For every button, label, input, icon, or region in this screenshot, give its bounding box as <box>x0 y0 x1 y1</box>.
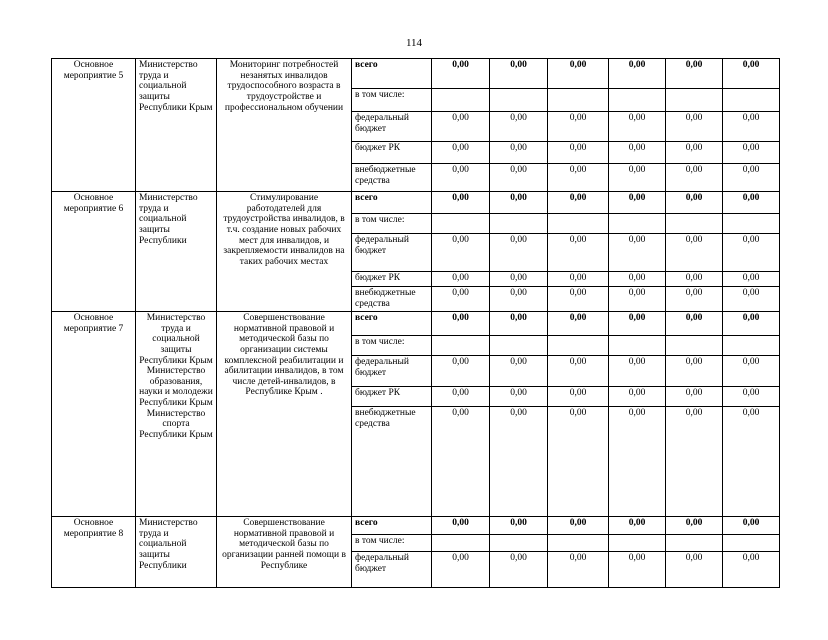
amount-cell: 0,00 <box>609 164 666 192</box>
amount-cell: 0,00 <box>432 387 490 407</box>
amount-cell: 0,00 <box>723 387 780 407</box>
event-description: Совершенствование нормативной правовой и методической базы по организации системы комплексной реабилитации и абилитации инвалидов, в том числе детей-инвалидов, в Республике Крым . <box>217 312 352 517</box>
event-description: Мониторинг потребностей незанятых инвалидов трудоспособного возраста в трудоустройстве и профессиональном обучении <box>217 59 352 192</box>
amount-cell: 0,00 <box>548 356 609 387</box>
amount-cell: 0,00 <box>666 59 723 89</box>
amount-cell: 0,00 <box>666 142 723 164</box>
amount-cell: 0,00 <box>432 552 490 588</box>
amount-cell: 0,00 <box>432 287 490 312</box>
amount-cell: 0,00 <box>609 234 666 272</box>
amount-cell <box>609 89 666 112</box>
event-title: Основное мероприятие 5 <box>52 59 136 192</box>
funding-source-label: всего <box>352 59 432 89</box>
funding-source-label: бюджет РК <box>352 387 432 407</box>
amount-cell <box>432 214 490 234</box>
amount-cell <box>666 214 723 234</box>
amount-cell <box>723 214 780 234</box>
amount-cell: 0,00 <box>723 517 780 535</box>
amount-cell: 0,00 <box>432 164 490 192</box>
page-number: 114 <box>405 37 423 49</box>
amount-cell: 0,00 <box>548 552 609 588</box>
funding-source-label: внебюджетные средства <box>352 407 432 517</box>
funding-source-label: бюджет РК <box>352 272 432 287</box>
amount-cell <box>548 89 609 112</box>
amount-cell: 0,00 <box>490 287 548 312</box>
amount-cell: 0,00 <box>490 192 548 214</box>
amount-cell: 0,00 <box>723 164 780 192</box>
amount-cell: 0,00 <box>723 407 780 517</box>
amount-cell <box>490 336 548 356</box>
amount-cell: 0,00 <box>548 164 609 192</box>
amount-cell: 0,00 <box>723 287 780 312</box>
amount-cell <box>666 535 723 552</box>
amount-cell: 0,00 <box>490 142 548 164</box>
amount-cell: 0,00 <box>548 387 609 407</box>
amount-cell <box>432 89 490 112</box>
amount-cell: 0,00 <box>609 287 666 312</box>
funding-source-label: всего <box>352 192 432 214</box>
amount-cell: 0,00 <box>432 192 490 214</box>
amount-cell <box>432 336 490 356</box>
amount-cell: 0,00 <box>548 407 609 517</box>
amount-cell: 0,00 <box>666 407 723 517</box>
amount-cell: 0,00 <box>432 407 490 517</box>
amount-cell: 0,00 <box>666 356 723 387</box>
amount-cell: 0,00 <box>666 517 723 535</box>
amount-cell: 0,00 <box>609 272 666 287</box>
funding-source-label: внебюджетные средства <box>352 287 432 312</box>
amount-cell <box>609 535 666 552</box>
amount-cell: 0,00 <box>723 356 780 387</box>
amount-cell: 0,00 <box>723 112 780 142</box>
funding-source-label: бюджет РК <box>352 142 432 164</box>
amount-cell: 0,00 <box>666 112 723 142</box>
amount-cell: 0,00 <box>666 287 723 312</box>
amount-cell: 0,00 <box>609 407 666 517</box>
event-ministry: Министерство труда и социальной защиты Республики Крым <box>136 59 217 192</box>
funding-source-label: федеральный бюджет <box>352 234 432 272</box>
amount-cell: 0,00 <box>490 387 548 407</box>
amount-cell: 0,00 <box>666 234 723 272</box>
amount-cell: 0,00 <box>432 112 490 142</box>
amount-cell: 0,00 <box>432 234 490 272</box>
amount-cell: 0,00 <box>432 142 490 164</box>
amount-cell <box>548 214 609 234</box>
table-row <box>52 192 780 214</box>
event-title: Основное мероприятие 8 <box>52 517 136 588</box>
event-ministry: Министерство труда и социальной защиты Республики <box>136 517 217 588</box>
amount-cell: 0,00 <box>666 192 723 214</box>
event-ministry: Министерство труда и социальной защиты Республики Крым Министерство образования, науки и молодежи Республики Крым Министерство спорта Республики Крым <box>136 312 217 517</box>
budget-table <box>51 58 780 588</box>
amount-cell: 0,00 <box>432 272 490 287</box>
funding-source-label: в том числе: <box>352 89 432 112</box>
amount-cell: 0,00 <box>490 59 548 89</box>
amount-cell: 0,00 <box>723 552 780 588</box>
event-title: Основное мероприятие 7 <box>52 312 136 517</box>
amount-cell: 0,00 <box>609 59 666 89</box>
amount-cell <box>609 214 666 234</box>
amount-cell: 0,00 <box>490 552 548 588</box>
amount-cell: 0,00 <box>548 59 609 89</box>
table-row <box>52 59 780 89</box>
amount-cell: 0,00 <box>548 142 609 164</box>
amount-cell: 0,00 <box>490 407 548 517</box>
amount-cell: 0,00 <box>609 552 666 588</box>
amount-cell <box>723 535 780 552</box>
amount-cell <box>723 336 780 356</box>
amount-cell: 0,00 <box>609 387 666 407</box>
amount-cell: 0,00 <box>609 112 666 142</box>
amount-cell: 0,00 <box>666 387 723 407</box>
amount-cell: 0,00 <box>609 192 666 214</box>
amount-cell <box>548 535 609 552</box>
amount-cell: 0,00 <box>609 356 666 387</box>
amount-cell: 0,00 <box>723 192 780 214</box>
funding-source-label: в том числе: <box>352 214 432 234</box>
amount-cell <box>490 535 548 552</box>
amount-cell: 0,00 <box>609 312 666 336</box>
event-description: Стимулирование работодателей для трудоустройства инвалидов, в т.ч. создание новых рабочих мест для инвалидов, и закрепляемости инвалидов на таких рабочих местах <box>217 192 352 312</box>
amount-cell: 0,00 <box>490 234 548 272</box>
funding-source-label: всего <box>352 517 432 535</box>
amount-cell: 0,00 <box>666 272 723 287</box>
amount-cell: 0,00 <box>609 142 666 164</box>
amount-cell <box>666 336 723 356</box>
amount-cell: 0,00 <box>723 272 780 287</box>
amount-cell: 0,00 <box>723 142 780 164</box>
amount-cell: 0,00 <box>490 356 548 387</box>
amount-cell: 0,00 <box>548 112 609 142</box>
amount-cell: 0,00 <box>666 552 723 588</box>
funding-source-label: федеральный бюджет <box>352 112 432 142</box>
event-ministry: Министерство труда и социальной защиты Республики <box>136 192 217 312</box>
amount-cell: 0,00 <box>723 59 780 89</box>
amount-cell: 0,00 <box>490 164 548 192</box>
table-row <box>52 312 780 336</box>
amount-cell: 0,00 <box>609 517 666 535</box>
amount-cell <box>432 535 490 552</box>
amount-cell <box>723 89 780 112</box>
amount-cell: 0,00 <box>666 164 723 192</box>
amount-cell: 0,00 <box>723 312 780 336</box>
amount-cell <box>666 89 723 112</box>
amount-cell: 0,00 <box>548 272 609 287</box>
funding-source-label: внебюджетные средства <box>352 164 432 192</box>
funding-source-label: всего <box>352 312 432 336</box>
amount-cell <box>609 336 666 356</box>
event-title: Основное мероприятие 6 <box>52 192 136 312</box>
amount-cell: 0,00 <box>490 312 548 336</box>
amount-cell <box>490 89 548 112</box>
amount-cell <box>548 336 609 356</box>
amount-cell: 0,00 <box>723 234 780 272</box>
amount-cell: 0,00 <box>548 312 609 336</box>
amount-cell: 0,00 <box>432 312 490 336</box>
amount-cell: 0,00 <box>490 517 548 535</box>
amount-cell: 0,00 <box>432 517 490 535</box>
funding-source-label: федеральный бюджет <box>352 356 432 387</box>
amount-cell: 0,00 <box>432 356 490 387</box>
table-row <box>52 517 780 535</box>
amount-cell: 0,00 <box>490 112 548 142</box>
amount-cell: 0,00 <box>548 287 609 312</box>
amount-cell: 0,00 <box>548 234 609 272</box>
funding-source-label: федеральный бюджет <box>352 552 432 588</box>
amount-cell: 0,00 <box>548 192 609 214</box>
funding-source-label: в том числе: <box>352 535 432 552</box>
event-description: Совершенствование нормативной правовой и методической базы по организации ранней помощи в Республике <box>217 517 352 588</box>
amount-cell: 0,00 <box>666 312 723 336</box>
amount-cell <box>490 214 548 234</box>
amount-cell: 0,00 <box>432 59 490 89</box>
amount-cell: 0,00 <box>490 272 548 287</box>
amount-cell: 0,00 <box>548 517 609 535</box>
funding-source-label: в том числе: <box>352 336 432 356</box>
